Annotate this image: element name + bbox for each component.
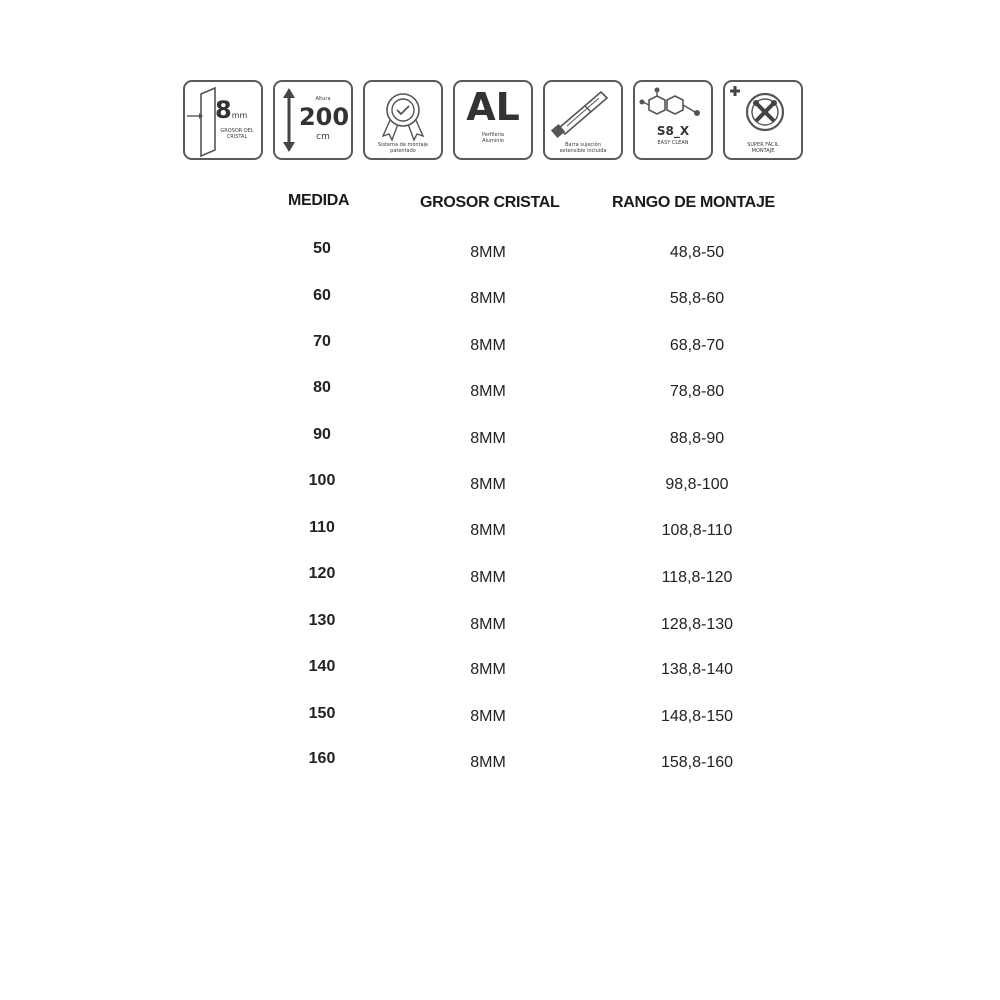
install-caption-2: MONTAJE: [751, 148, 775, 154]
header-rango-montaje: RANGO DE MONTAJE: [612, 194, 775, 211]
row-grosor: 8MM: [470, 708, 506, 725]
aluminium-caption-1: Perfilería: [481, 132, 505, 138]
row-grosor: 8MM: [470, 569, 506, 586]
feature-icons-strip: [183, 80, 808, 162]
row-grosor: 8MM: [470, 476, 506, 493]
row-rango: 98,8-100: [665, 476, 729, 493]
height-top-label: Altura: [315, 96, 331, 102]
row-grosor: 8MM: [470, 522, 506, 539]
header-grosor-cristal: GROSOR CRISTAL: [420, 194, 560, 211]
row-medida: 80: [313, 379, 331, 396]
row-rango: 148,8-150: [660, 708, 734, 725]
aluminium-profile-icon: [453, 80, 533, 160]
row-medida: 140: [308, 658, 336, 675]
row-medida: 150: [308, 705, 336, 722]
row-grosor: 8MM: [470, 244, 506, 261]
row-grosor: 8MM: [470, 430, 506, 447]
row-grosor: 8MM: [470, 337, 506, 354]
bar-caption-1: Barra sujeción: [565, 142, 601, 148]
height-unit: cm: [316, 132, 330, 142]
row-rango: 108,8-110: [661, 522, 733, 539]
install-caption-1: SUPER FÁCIL: [747, 142, 779, 148]
row-medida: 50: [313, 240, 331, 257]
row-grosor: 8MM: [470, 616, 506, 633]
extensible-bar-icon: [543, 80, 623, 160]
glass-value: 8: [215, 96, 232, 124]
row-grosor: 8MM: [470, 383, 506, 400]
seal-caption-2: patentado: [390, 148, 416, 154]
row-rango: 138,8-140: [660, 661, 734, 678]
glass-unit: mm: [231, 111, 248, 120]
row-rango: 118,8-120: [661, 569, 733, 586]
aluminium-caption-2: Aluminio: [482, 138, 504, 144]
row-medida: 110: [309, 519, 335, 536]
row-rango: 58,8-60: [669, 290, 725, 307]
row-medida: 70: [313, 333, 331, 350]
row-medida: 100: [308, 472, 336, 489]
row-rango: 88,8-90: [669, 430, 725, 447]
height-icon: [273, 80, 353, 160]
row-grosor: 8MM: [470, 754, 506, 771]
glass-caption-2: CRISTAL: [226, 134, 248, 140]
row-rango: 48,8-50: [669, 244, 725, 261]
glass-thickness-icon: [183, 80, 263, 160]
row-rango: 158,8-160: [660, 754, 734, 771]
easy-install-icon: [723, 80, 803, 160]
aluminium-symbol: AL: [466, 85, 520, 129]
height-value: 200: [298, 103, 350, 131]
row-grosor: 8MM: [470, 661, 506, 678]
row-medida: 130: [308, 612, 336, 629]
bar-caption-2: extensible incluida: [559, 148, 607, 154]
header-medida: MEDIDA: [288, 192, 350, 209]
coating-code: S8_X: [656, 124, 690, 138]
row-medida: 60: [313, 287, 331, 304]
row-medida: 90: [313, 426, 331, 443]
row-rango: 68,8-70: [669, 337, 725, 354]
patented-system-icon: [363, 80, 443, 160]
row-rango: 78,8-80: [669, 383, 725, 400]
row-medida: 160: [308, 750, 336, 767]
seal-caption-1: Sistema de montaje: [377, 142, 429, 148]
row-medida: 120: [308, 565, 336, 582]
glass-caption-1: GROSOR DEL: [220, 128, 254, 134]
easy-clean-icon: [633, 80, 713, 160]
row-grosor: 8MM: [470, 290, 506, 307]
coating-caption: EASY CLEAN: [657, 140, 689, 146]
row-rango: 128,8-130: [660, 616, 734, 633]
molecule-icon: [635, 82, 711, 158]
